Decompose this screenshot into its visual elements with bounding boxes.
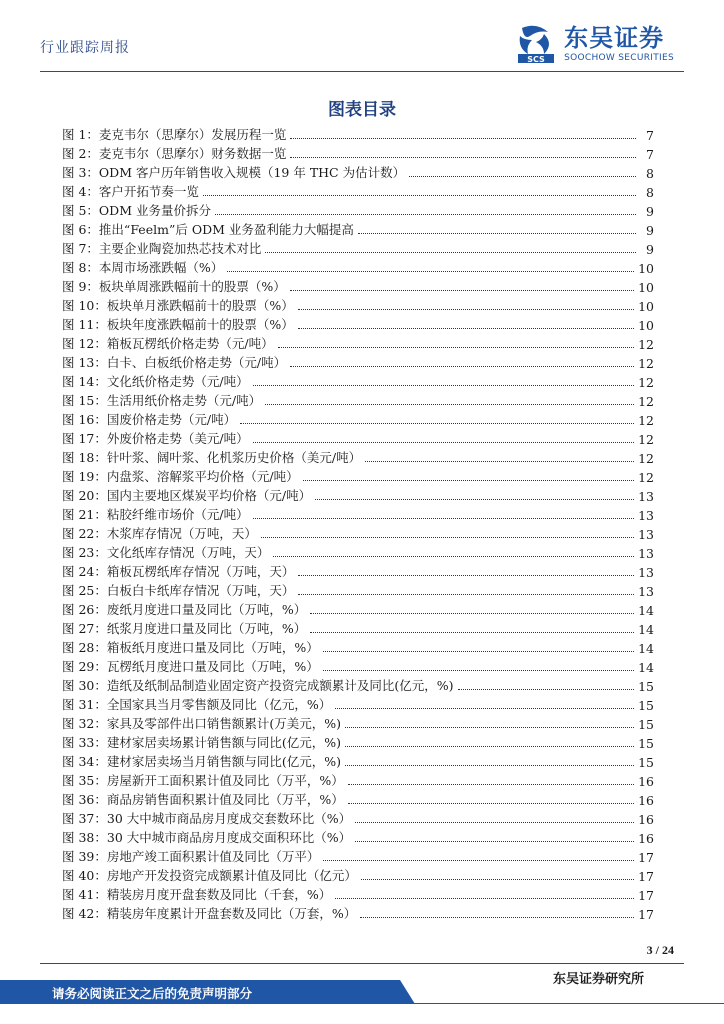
toc-entry-label: 图 4：客户开拓节奏一览 — [62, 184, 199, 199]
toc-entry-leader — [310, 632, 634, 633]
toc-entry[interactable] — [62, 200, 654, 219]
toc-entry[interactable] — [62, 219, 654, 238]
toc-entry-leader — [358, 233, 636, 234]
toc-entry[interactable] — [62, 675, 654, 694]
toc-entry[interactable] — [62, 352, 654, 371]
toc-entry-page: 17 — [638, 888, 654, 903]
toc-entry-leader — [298, 328, 634, 329]
toc-entry-label: 图 32：家具及零部件出口销售额累计(万美元，%) — [62, 716, 342, 731]
toc-entry-leader — [298, 575, 634, 576]
logo-name-en: SOOCHOW SECURITIES — [564, 52, 674, 63]
toc-entry-leader — [215, 214, 636, 215]
toc-entry-page: 13 — [638, 584, 654, 599]
toc-entry-leader — [253, 385, 635, 386]
toc-entry-page: 15 — [638, 755, 654, 770]
toc-entry-leader — [290, 366, 634, 367]
report-type-label: 行业跟踪周报 — [40, 40, 130, 56]
toc-entry-leader — [360, 917, 634, 918]
toc-entry-label: 图 12：箱板瓦楞纸价格走势（元/吨） — [62, 336, 274, 351]
toc-entry[interactable] — [62, 561, 654, 580]
toc-entry-leader — [365, 461, 634, 462]
toc-entry-label: 图 16：国废价格走势（元/吨） — [62, 412, 237, 427]
header-divider — [40, 71, 684, 72]
toc-entry-leader — [203, 195, 636, 196]
toc-entry-page: 12 — [638, 432, 654, 447]
toc-entry-page: 8 — [646, 166, 654, 181]
toc-entry[interactable] — [62, 618, 654, 637]
toc-entry[interactable] — [62, 504, 654, 523]
toc-entry-label: 图 34：建材家居卖场当月销售额与同比(亿元，%) — [62, 754, 342, 769]
toc-entry[interactable] — [62, 827, 654, 846]
toc-entry-page: 13 — [638, 565, 654, 580]
toc-entry-leader — [240, 423, 634, 424]
toc-entry-leader — [273, 556, 634, 557]
toc-entry-leader — [278, 347, 635, 348]
toc-entry-page: 10 — [638, 318, 654, 333]
toc-entry-page: 12 — [638, 356, 654, 371]
toc-entry-page: 14 — [638, 603, 654, 618]
toc-entry[interactable] — [62, 238, 654, 257]
toc-entry[interactable] — [62, 447, 654, 466]
toc-entry-leader — [348, 803, 634, 804]
toc-entry-page: 15 — [638, 698, 654, 713]
toc-entry-label: 图 25：白板白卡纸库存情况（万吨，天） — [62, 583, 295, 598]
toc-entry-page: 13 — [638, 527, 654, 542]
toc-entry[interactable] — [62, 599, 654, 618]
toc-entry-leader — [348, 784, 634, 785]
toc-entry-label: 图 36：商品房销售面积累计值及同比（万平，%） — [62, 792, 344, 807]
toc-entry-leader — [458, 689, 635, 690]
toc-entry[interactable] — [62, 542, 654, 561]
toc-entry-leader — [355, 841, 634, 842]
toc-entry-leader — [290, 138, 636, 139]
toc-entry-label: 图 18：针叶浆、阔叶浆、化机浆历史价格（美元/吨） — [62, 450, 362, 465]
toc-entry-page: 15 — [638, 717, 654, 732]
toc-entry-label: 图 22：木浆库存情况（万吨，天） — [62, 526, 257, 541]
toc-entry-leader — [298, 594, 634, 595]
toc-entry-label: 图 9：板块单周涨跌幅前十的股票（%） — [62, 279, 286, 294]
toc-entry-page: 8 — [646, 185, 654, 200]
disclaimer-text: 请务必阅读正文之后的免责声明部分 — [52, 986, 253, 1001]
toc-entry-page: 13 — [638, 489, 654, 504]
toc-entry-label: 图 33：建材家居卖场累计销售额与同比(亿元，%) — [62, 735, 342, 750]
toc-entry-leader — [253, 442, 635, 443]
toc-entry-leader — [335, 708, 634, 709]
toc-entry-page: 10 — [638, 261, 654, 276]
toc-entry[interactable] — [62, 903, 654, 922]
toc-entry[interactable] — [62, 580, 654, 599]
toc-entry-page: 12 — [638, 337, 654, 352]
toc-entry[interactable] — [62, 257, 654, 276]
footer-bar-rule — [410, 1003, 724, 1004]
toc-entry-page: 7 — [646, 147, 654, 162]
toc-entry-leader — [310, 613, 634, 614]
toc-entry-leader — [345, 727, 634, 728]
toc-entry-label: 图 7：主要企业陶瓷加热芯技术对比 — [62, 241, 262, 256]
toc-entry-leader — [298, 309, 634, 310]
toc-entry-label: 图 13：白卡、白板纸价格走势（元/吨） — [62, 355, 287, 370]
footer-institute: 东吴证券研究所 — [552, 972, 644, 987]
toc-entry-page: 16 — [638, 812, 654, 827]
toc-entry-leader — [315, 499, 634, 500]
toc-entry-label: 图 19：内盘浆、溶解浆平均价格（元/吨） — [62, 469, 299, 484]
toc-entry-label: 图 11：板块年度涨跌幅前十的股票（%） — [62, 317, 294, 332]
toc-entry-label: 图 26：废纸月度进口量及同比（万吨，%） — [62, 602, 307, 617]
toc-entry-label: 图 38：30 大中城市商品房月度成交面积环比（%） — [62, 830, 352, 845]
toc-title: 图表目录 — [328, 100, 396, 120]
toc-entry[interactable] — [62, 808, 654, 827]
toc-entry-leader — [361, 879, 634, 880]
toc-entry-page: 16 — [638, 831, 654, 846]
toc-entry-label: 图 30：造纸及纸制品制造业固定资产投资完成额累计及同比(亿元，%) — [62, 678, 454, 693]
toc-entry[interactable] — [62, 409, 654, 428]
toc-entry-label: 图 41：精装房月度开盘套数及同比（千套，%） — [62, 887, 332, 902]
toc-entry[interactable] — [62, 485, 654, 504]
toc-entry-page: 15 — [638, 736, 654, 751]
toc-entry-page: 10 — [638, 280, 654, 295]
toc-entry-page: 10 — [638, 299, 654, 314]
toc-entry-label: 图 31：全国家具当月零售额及同比（亿元，%） — [62, 697, 332, 712]
toc-entry[interactable] — [62, 124, 654, 143]
toc-entry-leader — [261, 537, 634, 538]
toc-entry[interactable] — [62, 637, 654, 656]
toc-entry-page: 13 — [638, 546, 654, 561]
toc-entry-page: 9 — [646, 204, 654, 219]
toc-entry[interactable] — [62, 466, 654, 485]
logo-mark-icon — [514, 24, 558, 64]
toc-entry[interactable] — [62, 181, 654, 200]
toc-entry-leader — [323, 651, 634, 652]
toc-entry-page: 15 — [638, 679, 654, 694]
toc-entry-label: 图 1：麦克韦尔（思摩尔）发展历程一览 — [62, 127, 287, 142]
toc-entry-label: 图 6：推出“Feelm”后 ODM 业务盈利能力大幅提高 — [62, 222, 354, 237]
toc-entry-leader — [323, 860, 634, 861]
toc-entry-leader — [253, 518, 635, 519]
toc-entry-label: 图 8：本周市场涨跌幅（%） — [62, 260, 224, 275]
toc-entry-label: 图 2：麦克韦尔（思摩尔）财务数据一览 — [62, 146, 287, 161]
toc-entry[interactable] — [62, 390, 654, 409]
toc-entry[interactable] — [62, 656, 654, 675]
toc-entry-label: 图 14：文化纸价格走势（元/吨） — [62, 374, 249, 389]
toc-entry-leader — [265, 252, 636, 253]
toc-entry-label: 图 10：板块单月涨跌幅前十的股票（%） — [62, 298, 294, 313]
toc-entry-label: 图 24：箱板瓦楞纸库存情况（万吨，天） — [62, 564, 295, 579]
toc-entry-page: 17 — [638, 869, 654, 884]
logo-mark-text: SCS — [527, 55, 545, 64]
toc-entry-page: 12 — [638, 413, 654, 428]
toc-entry[interactable] — [62, 846, 654, 865]
toc-entry-leader — [290, 157, 636, 158]
toc-entry-label: 图 3：ODM 客户历年销售收入规模（19 年 THC 为估计数） — [62, 165, 406, 180]
toc-entry[interactable] — [62, 732, 654, 751]
logo-name-cn: 东吴证券 — [564, 23, 665, 52]
toc-entry-page: 9 — [646, 242, 654, 257]
toc-entry-label: 图 21：粘胶纤维市场价（元/吨） — [62, 507, 249, 522]
toc-entry-label: 图 27：纸浆月度进口量及同比（万吨，%） — [62, 621, 307, 636]
toc-entry-leader — [335, 898, 634, 899]
toc-entry[interactable] — [62, 770, 654, 789]
toc-entry[interactable] — [62, 428, 654, 447]
page-number: 3 / 24 — [646, 943, 674, 957]
toc-entry-page: 16 — [638, 793, 654, 808]
toc-entry-leader — [355, 822, 634, 823]
toc-entry-label: 图 37：30 大中城市商品房月度成交套数环比（%） — [62, 811, 352, 826]
toc-entry-page: 14 — [638, 660, 654, 675]
toc-entry-page: 9 — [646, 223, 654, 238]
toc-entry-page: 17 — [638, 850, 654, 865]
toc-entry-label: 图 28：箱板纸月度进口量及同比（万吨，%） — [62, 640, 319, 655]
toc-entry[interactable] — [62, 143, 654, 162]
toc-entry-page: 14 — [638, 622, 654, 637]
company-logo — [514, 24, 674, 64]
toc-entry-label: 图 23：文化纸库存情况（万吨，天） — [62, 545, 270, 560]
toc-entry[interactable] — [62, 694, 654, 713]
toc-entry-page: 12 — [638, 375, 654, 390]
toc-entry-label: 图 20：国内主要地区煤炭平均价格（元/吨） — [62, 488, 312, 503]
toc-entry-leader — [345, 765, 634, 766]
toc-entry-label: 图 35：房屋新开工面积累计值及同比（万平，%） — [62, 773, 344, 788]
toc-entry-leader — [323, 670, 634, 671]
toc-entry[interactable] — [62, 314, 654, 333]
toc-entry[interactable] — [62, 713, 654, 732]
toc-entry-label: 图 39：房地产竣工面积累计值及同比（万平） — [62, 849, 320, 864]
toc-entry-leader — [303, 480, 635, 481]
toc-entry-label: 图 17：外废价格走势（美元/吨） — [62, 431, 249, 446]
toc-entry[interactable] — [62, 789, 654, 808]
toc-entry[interactable] — [62, 295, 654, 314]
toc-entry-page: 16 — [638, 774, 654, 789]
footer-bar — [0, 980, 724, 1004]
toc-entry-page: 14 — [638, 641, 654, 656]
toc-entry-leader — [265, 404, 634, 405]
toc-entry-page: 13 — [638, 508, 654, 523]
toc-entry[interactable] — [62, 865, 654, 884]
toc-entry-label: 图 42：精装房年度累计开盘套数及同比（万套，%） — [62, 906, 357, 921]
toc-entry[interactable] — [62, 276, 654, 295]
toc-entry-page: 17 — [638, 907, 654, 922]
toc-entry-leader — [227, 271, 634, 272]
toc-entry-page: 12 — [638, 394, 654, 409]
table-of-figures — [62, 124, 654, 922]
toc-entry-page: 12 — [638, 451, 654, 466]
footer-divider — [40, 963, 684, 964]
toc-entry-label: 图 29：瓦楞纸月度进口量及同比（万吨，%） — [62, 659, 319, 674]
toc-entry-label: 图 5：ODM 业务量价拆分 — [62, 203, 211, 218]
toc-entry[interactable] — [62, 751, 654, 770]
toc-entry-page: 7 — [646, 128, 654, 143]
toc-entry[interactable] — [62, 333, 654, 352]
toc-entry-leader — [345, 746, 634, 747]
toc-entry-page: 12 — [638, 470, 654, 485]
toc-entry[interactable] — [62, 523, 654, 542]
toc-entry-label: 图 40：房地产开发投资完成额累计值及同比（亿元） — [62, 868, 357, 883]
toc-entry-leader — [290, 290, 634, 291]
toc-entry[interactable] — [62, 884, 654, 903]
toc-entry[interactable] — [62, 162, 654, 181]
toc-entry-leader — [409, 176, 636, 177]
toc-entry-label: 图 15：生活用纸价格走势（元/吨） — [62, 393, 262, 408]
toc-entry[interactable] — [62, 371, 654, 390]
